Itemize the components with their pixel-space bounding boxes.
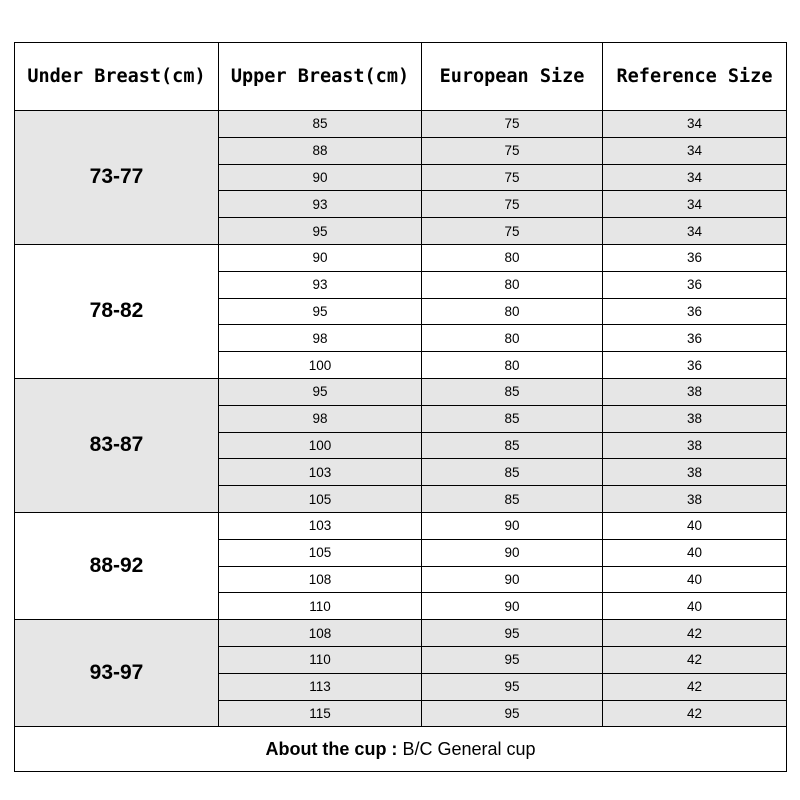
reference-size-cell: 42 [603, 700, 787, 727]
european-size-cell: 95 [422, 673, 603, 700]
size-chart-table [14, 42, 787, 772]
reference-size-cell: 40 [603, 593, 787, 620]
upper-breast-cell: 103 [219, 512, 422, 539]
table-header [15, 43, 787, 111]
reference-size-cell: 34 [603, 137, 787, 164]
european-size-cell: 75 [422, 111, 603, 138]
cup-note-text: B/C General cup [402, 738, 536, 759]
upper-breast-cell: 85 [219, 111, 422, 138]
size-group [15, 378, 787, 512]
european-size-cell: 85 [422, 486, 603, 513]
reference-size-cell: 36 [603, 325, 787, 352]
reference-size-cell: 34 [603, 164, 787, 191]
upper-breast-cell: 113 [219, 673, 422, 700]
size-group [15, 244, 787, 378]
upper-breast-cell: 98 [219, 325, 422, 352]
table-footer [15, 727, 787, 772]
upper-breast-cell: 95 [219, 218, 422, 245]
under-breast-range: 78-82 [15, 244, 219, 378]
reference-size-cell: 42 [603, 646, 787, 673]
header-under-breast: Under Breast(cm) [15, 43, 219, 111]
upper-breast-cell: 115 [219, 700, 422, 727]
european-size-cell: 95 [422, 620, 603, 647]
european-size-cell: 75 [422, 191, 603, 218]
cup-note-label: About the cup : [265, 738, 398, 759]
european-size-cell: 75 [422, 137, 603, 164]
header-row [15, 43, 787, 111]
table-row [15, 244, 787, 271]
european-size-cell: 95 [422, 700, 603, 727]
european-size-cell: 85 [422, 459, 603, 486]
european-size-cell: 85 [422, 432, 603, 459]
european-size-cell: 80 [422, 352, 603, 379]
upper-breast-cell: 108 [219, 566, 422, 593]
table-row [15, 111, 787, 138]
upper-breast-cell: 100 [219, 432, 422, 459]
reference-size-cell: 36 [603, 352, 787, 379]
upper-breast-cell: 93 [219, 271, 422, 298]
european-size-cell: 80 [422, 271, 603, 298]
size-group [15, 111, 787, 245]
upper-breast-cell: 93 [219, 191, 422, 218]
upper-breast-cell: 103 [219, 459, 422, 486]
upper-breast-cell: 90 [219, 164, 422, 191]
reference-size-cell: 40 [603, 566, 787, 593]
upper-breast-cell: 105 [219, 486, 422, 513]
european-size-cell: 90 [422, 512, 603, 539]
european-size-cell: 80 [422, 244, 603, 271]
reference-size-cell: 36 [603, 244, 787, 271]
upper-breast-cell: 110 [219, 593, 422, 620]
european-size-cell: 85 [422, 405, 603, 432]
european-size-cell: 75 [422, 164, 603, 191]
reference-size-cell: 42 [603, 673, 787, 700]
reference-size-cell: 38 [603, 486, 787, 513]
upper-breast-cell: 105 [219, 539, 422, 566]
upper-breast-cell: 108 [219, 620, 422, 647]
header-upper-breast: Upper Breast(cm) [219, 43, 422, 111]
european-size-cell: 90 [422, 539, 603, 566]
reference-size-cell: 36 [603, 271, 787, 298]
under-breast-range: 88-92 [15, 512, 219, 619]
upper-breast-cell: 98 [219, 405, 422, 432]
table-row [15, 512, 787, 539]
reference-size-cell: 34 [603, 218, 787, 245]
cup-note [15, 727, 787, 772]
upper-breast-cell: 110 [219, 646, 422, 673]
upper-breast-cell: 90 [219, 244, 422, 271]
header-european-size: European Size [422, 43, 603, 111]
reference-size-cell: 36 [603, 298, 787, 325]
table-row [15, 620, 787, 647]
reference-size-cell: 38 [603, 459, 787, 486]
upper-breast-cell: 100 [219, 352, 422, 379]
upper-breast-cell: 95 [219, 298, 422, 325]
header-reference-size: Reference Size [603, 43, 787, 111]
upper-breast-cell: 88 [219, 137, 422, 164]
under-breast-range: 93-97 [15, 620, 219, 727]
footer-row [15, 727, 787, 772]
reference-size-cell: 38 [603, 378, 787, 405]
reference-size-cell: 40 [603, 512, 787, 539]
european-size-cell: 80 [422, 325, 603, 352]
upper-breast-cell: 95 [219, 378, 422, 405]
reference-size-cell: 40 [603, 539, 787, 566]
european-size-cell: 90 [422, 593, 603, 620]
european-size-cell: 90 [422, 566, 603, 593]
under-breast-range: 73-77 [15, 111, 219, 245]
reference-size-cell: 34 [603, 111, 787, 138]
reference-size-cell: 34 [603, 191, 787, 218]
reference-size-cell: 42 [603, 620, 787, 647]
size-group [15, 512, 787, 619]
reference-size-cell: 38 [603, 405, 787, 432]
under-breast-range: 83-87 [15, 378, 219, 512]
european-size-cell: 95 [422, 646, 603, 673]
size-group [15, 620, 787, 727]
european-size-cell: 85 [422, 378, 603, 405]
european-size-cell: 75 [422, 218, 603, 245]
european-size-cell: 80 [422, 298, 603, 325]
reference-size-cell: 38 [603, 432, 787, 459]
table-row [15, 378, 787, 405]
